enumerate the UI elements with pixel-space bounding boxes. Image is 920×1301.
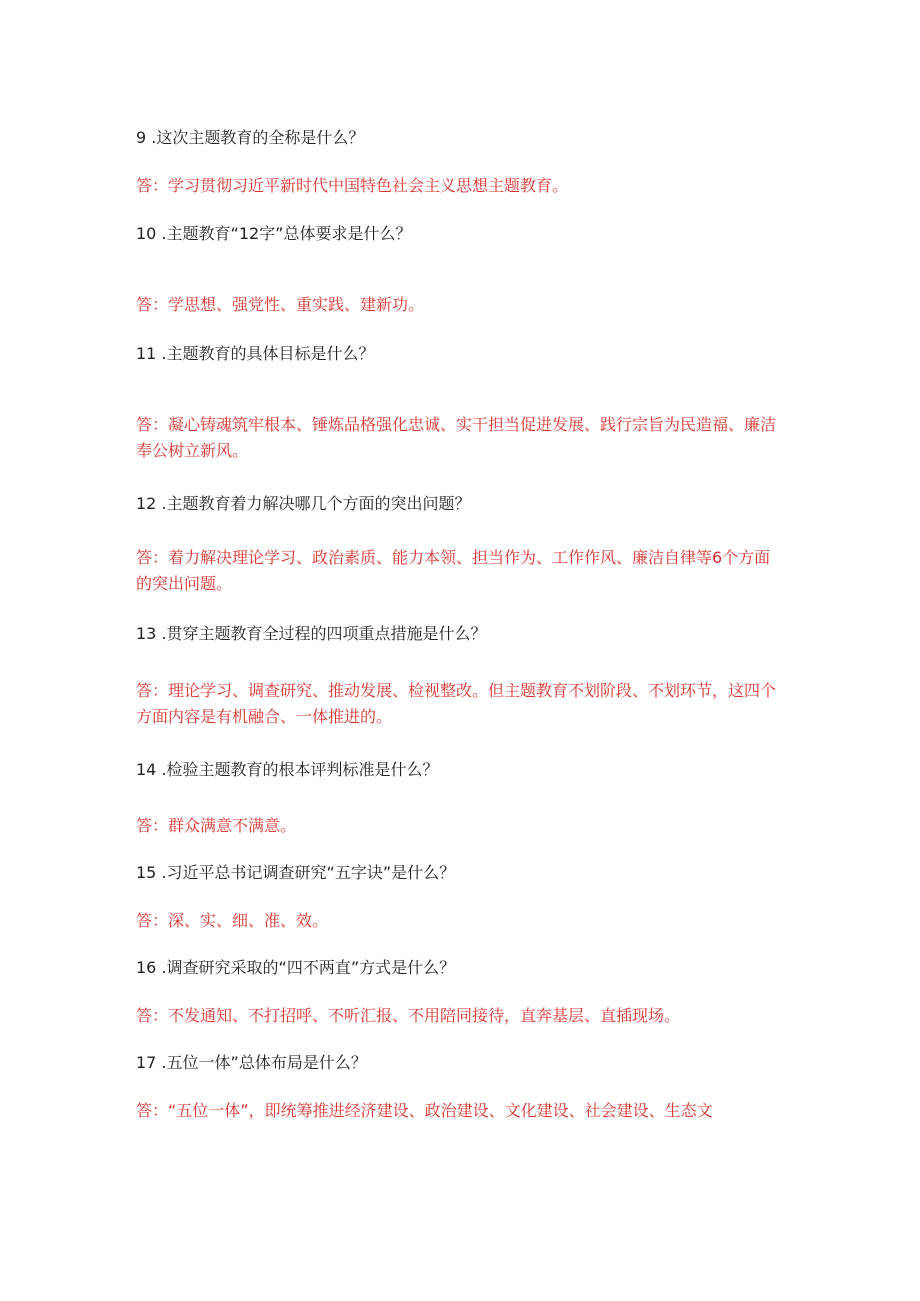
answer-12: 答：着力解决理论学习、政治素质、能力本领、担当作为、工作作风、廉洁自律等6个方面的突出问题。 <box>136 548 771 593</box>
answer-10: 答：学思想、强党性、重实践、建新功。 <box>136 295 425 314</box>
question-11: 11 .主题教育的具体目标是什么？ <box>136 344 375 363</box>
question-10: 10 .主题教育“12字”总体要求是什么？ <box>136 224 412 243</box>
question-14: 14 .检验主题教育的根本评判标准是什么？ <box>136 760 439 779</box>
answer-11: 答：凝心铸魂筑牢根本、锤炼品格强化忠诚、实干担当促进发展、践行宗旨为民造福、廉洁奉公树立新风。 <box>136 415 777 460</box>
answer-17: 答：“五位一体”，即统筹推进经济建设、政治建设、文化建设、社会建设、生态文 <box>136 1101 713 1120</box>
answer-9: 答：学习贯彻习近平新时代中国特色社会主义思想主题教育。 <box>136 176 569 195</box>
question-9: 9 .这次主题教育的全称是什么？ <box>136 128 365 147</box>
question-15: 15 .习近平总书记调查研究“五字诀”是什么？ <box>136 863 456 882</box>
question-17: 17 .五位一体”总体布局是什么？ <box>136 1053 367 1072</box>
question-13: 13 .贯穿主题教育全过程的四项重点措施是什么？ <box>136 624 487 643</box>
answer-13: 答：理论学习、调查研究、推动发展、检视整改。但主题教育不划阶段、不划环节，这四个方面内容是有机融合、一体推进的。 <box>136 681 777 726</box>
answer-16: 答：不发通知、不打招呼、不听汇报、不用陪同接待，直奔基层、直插现场。 <box>136 1006 681 1025</box>
question-16: 16 .调查研究采取的“四不两直”方式是什么？ <box>136 958 456 977</box>
question-12: 12 .主题教育着力解决哪几个方面的突出问题？ <box>136 494 471 513</box>
answer-15: 答：深、实、细、准、效。 <box>136 911 329 930</box>
answer-14: 答：群众满意不满意。 <box>136 816 297 835</box>
